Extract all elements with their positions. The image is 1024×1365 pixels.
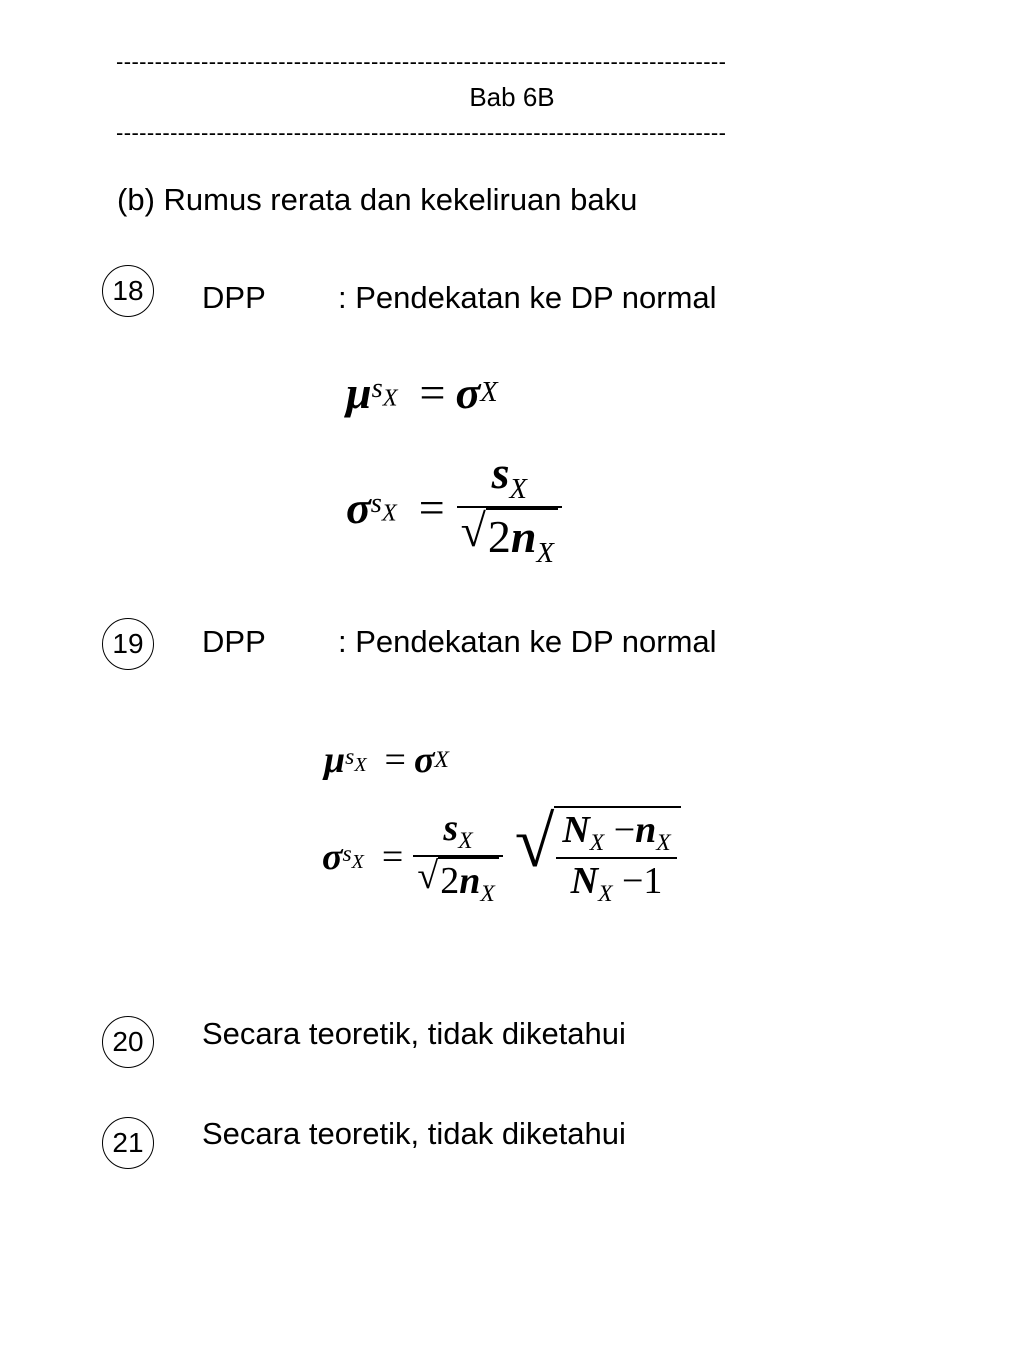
formula-18-std-error: σ $s_X$ = $s_X$ √ $2n_X$ bbox=[346, 446, 562, 570]
equals-sign: = bbox=[419, 367, 446, 418]
correction-square-root: √ $\frac{N_X -n_X}{N_X -1}$ bbox=[515, 806, 681, 908]
formula-19-std-error: σ $s_X$ = $s_X$ √ $2n_X$ √ $\frac{N_X -n_X}{N_X -1}$ bbox=[322, 806, 681, 908]
mu-symbol: μ bbox=[324, 739, 346, 781]
equals-sign: = bbox=[384, 739, 406, 781]
mu-symbol: μ bbox=[346, 367, 372, 418]
item-20-text: Secara teoretik, tidak diketahui bbox=[202, 1016, 626, 1051]
formula-19-mean: μ $s_X$ = σ X bbox=[324, 739, 449, 781]
sigma-symbol: σ bbox=[413, 739, 435, 781]
chapter-title: Bab 6B bbox=[469, 82, 555, 112]
formula-18-mean: μ $s_X$ = σ X bbox=[346, 367, 498, 418]
header-dashes-bottom: ------------------------------------------------------------------------------- bbox=[116, 121, 727, 145]
square-root: √ $2n_X$ bbox=[457, 508, 562, 570]
fraction: $s_X$ √ $2n_X$ bbox=[413, 806, 502, 908]
item-number-18: 18 bbox=[102, 265, 154, 317]
item-21-text: Secara teoretik, tidak diketahui bbox=[202, 1116, 626, 1151]
equals-sign: = bbox=[418, 482, 445, 534]
item-18-desc: : Pendekatan ke DP normal bbox=[338, 280, 717, 315]
item-number-20: 20 bbox=[102, 1016, 154, 1068]
square-root: √ $2n_X$ bbox=[413, 857, 502, 908]
sigma-symbol: σ bbox=[346, 482, 371, 534]
correction-fraction: $\frac{N_X -n_X}{N_X -1}$ bbox=[556, 808, 676, 908]
equals-sign: = bbox=[381, 836, 404, 879]
item-number-19: 19 bbox=[102, 618, 154, 670]
section-title: (b) Rumus rerata dan kekeliruan baku bbox=[117, 182, 638, 217]
header-dashes-top: ------------------------------------------------------------------------------- bbox=[116, 50, 727, 74]
sigma-symbol: σ bbox=[455, 367, 481, 418]
item-number-21: 21 bbox=[102, 1117, 154, 1169]
item-19-label: DPP bbox=[202, 624, 266, 659]
item-18-label: DPP bbox=[202, 280, 266, 315]
fraction: $s_X$ √ $2n_X$ bbox=[457, 446, 562, 570]
sigma-symbol: σ bbox=[322, 836, 343, 879]
item-19-desc: : Pendekatan ke DP normal bbox=[338, 624, 717, 659]
